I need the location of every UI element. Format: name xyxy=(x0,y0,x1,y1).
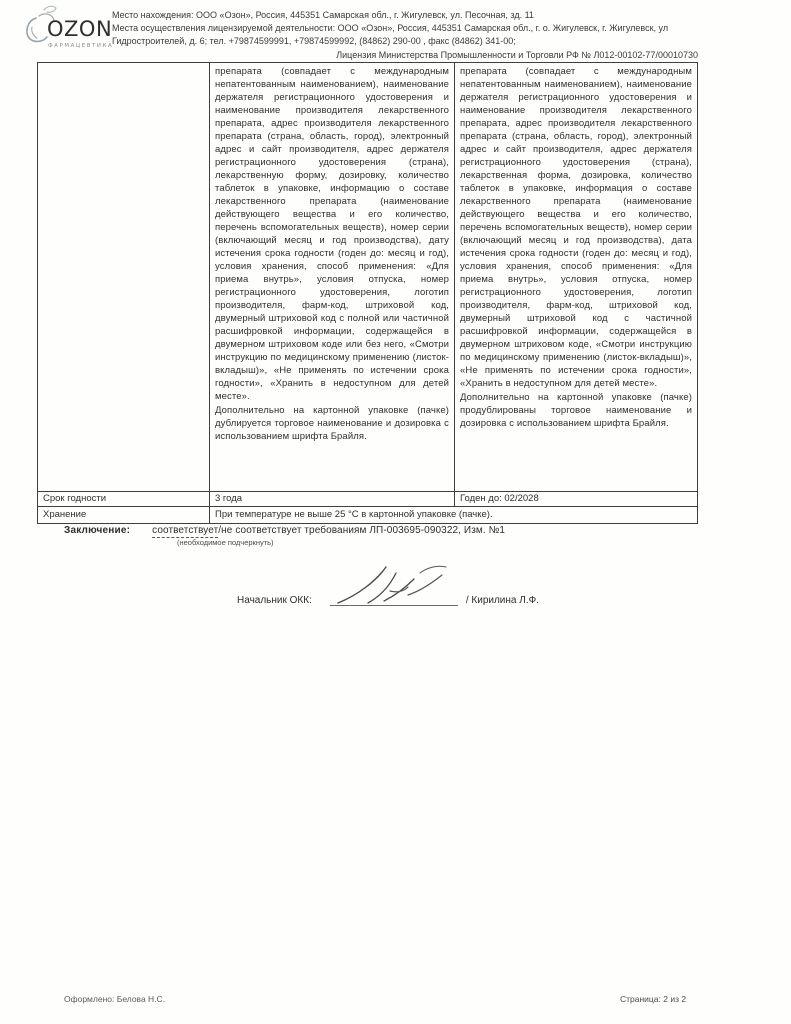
storage-value: При температуре не выше 25 °С в картонной упаковке (пачке). xyxy=(215,509,493,520)
ozon-logo xyxy=(16,2,120,62)
table-row-shelf-life xyxy=(38,492,697,507)
conclusion-label: Заключение: xyxy=(64,525,131,536)
conclusion-text xyxy=(152,525,505,536)
conclusion-text-rest: /не соответствует требованиям ЛП-003695-090322, Изм. №1 xyxy=(218,525,506,536)
storage-label: Хранение xyxy=(38,507,210,523)
requirements-right-paragraph-2: Дополнительно на картонной упаковке (пачке) продублированы торговое наименование и дозировка с использованием шрифта Брайля. xyxy=(460,392,692,429)
conclusion-row xyxy=(37,525,737,536)
company-header-block xyxy=(112,9,708,62)
signature-block xyxy=(237,594,539,606)
requirements-left-paragraph-1: препарата (совпадает с международным непатентованным наименованием), наименование держателя регистрационного удостоверения и наименование производителя лекарственного препарата, адрес производителя лекарственного препарата (страна, область, город), электронный адрес и сайт производителя, адрес держателя регистрационного удостоверения (страна), лекарственную форму, дозировку, количество таблеток в упаковке, информацию о составе лекарственного препарата (наименование действующего вещества и его количество, перечень вспомогательных веществ), номер серии (включающий месяц и год производства), дату истечения срока годности (годен до: месяц и год), условия хранения, способ применения: «Для приема внутрь», условия отпуска, номер регистрационного удостоверения, логотип производителя, фарм-код, штриховой код, двумерный штриховой код с полной или частичной расшифровкой информации, содержащейся в двумерном штриховом коде или без него, «Смотри инструкцию по медицинскому применению (листок-вкладыш)», «Не применять по истечении срока годности», «Хранить в недоступном для детей месте». xyxy=(215,66,449,402)
company-activity-line: Места осуществления лицензируемой деятельности: ООО «Озон», Россия, 445351 Самарская обл., г. о. Жигулевск, г. Жигулевск, ул Гидростроителей, д. 6; тел. +79874599991, +79874599992, (84862) 290-00 , факс (84862) 341-00; xyxy=(112,23,669,47)
packaging-requirements-table xyxy=(37,62,698,524)
footer-page-number: Страница: 2 из 2 xyxy=(620,994,687,1004)
cell-empty-label xyxy=(38,63,210,492)
shelf-life-expiry: Годен до: 02/2028 xyxy=(455,492,697,507)
conclusion-block xyxy=(37,525,737,547)
signature-role-label: Начальник ОКК: xyxy=(237,595,312,606)
footer-prepared-by: Оформлено: Белова Н.С. xyxy=(64,994,166,1004)
cell-requirements-right xyxy=(455,63,697,492)
table-row-packaging-text xyxy=(38,63,697,492)
ozon-logo-tagline: ФАРМАЦЕВТИКА xyxy=(48,43,114,49)
signature-line xyxy=(330,594,458,606)
requirements-right-paragraph-1: препарата (совпадает с международным непатентованным наименованием), наименование держателя регистрационного удостоверения и наименование производителя лекарственного препарата, адрес производителя лекарственного препарата (страна, область, город), электронный адрес и сайт производителя, адрес держателя регистрационного удостоверения (страна), лекарственная форма, дозировка, количество таблеток в упаковке, информация о составе лекарственного препарата (наименование действующего вещества и его количество, перечень вспомогательных веществ), номер серии (включающий месяц и год производства), дата истечения срока годности (годен до: месяц и год), условия хранения, способ применения: «Для приема внутрь», условия отпуска, номер регистрационного удостоверения, логотип производителя, фарм-код, штриховой код, двумерный штриховой код с частичной расшифровкой информации, содержащейся в двумерном штриховом коде, «Смотри инструкцию по медицинскому применению (листок-вкладыш)», «Не применять по истечении срока годности», «Хранить в недоступном для детей месте». xyxy=(460,66,692,389)
shelf-life-value: 3 года xyxy=(210,492,455,507)
ozon-logo-brand-text: OZON xyxy=(47,17,113,41)
handwritten-signature-icon xyxy=(324,561,464,609)
shelf-life-label: Срок годности xyxy=(38,492,210,507)
table-row-storage xyxy=(38,507,697,523)
license-line: Лицензия Министерства Промышленности и Торговли РФ № Л012-00102-77/00010730 xyxy=(336,49,698,60)
cell-requirements-left xyxy=(210,63,455,492)
signature-person-name: / Кирилина Л.Ф. xyxy=(465,595,539,606)
ozon-logo-sketch-icon xyxy=(16,2,120,62)
requirements-left-paragraph-2: Дополнительно на картонной упаковке (пачке) дублируется торговое наименование и дозировка с использованием шрифта Брайля. xyxy=(215,405,449,442)
company-address-line: Место нахождения: ООО «Озон», Россия, 445351 Самарская обл., г. Жигулевск, ул. Песочная, зд. 11 xyxy=(112,10,534,20)
conclusion-option-underlined: соответствует xyxy=(152,525,219,536)
conclusion-note: (необходимое подчеркнуть) xyxy=(177,538,274,547)
